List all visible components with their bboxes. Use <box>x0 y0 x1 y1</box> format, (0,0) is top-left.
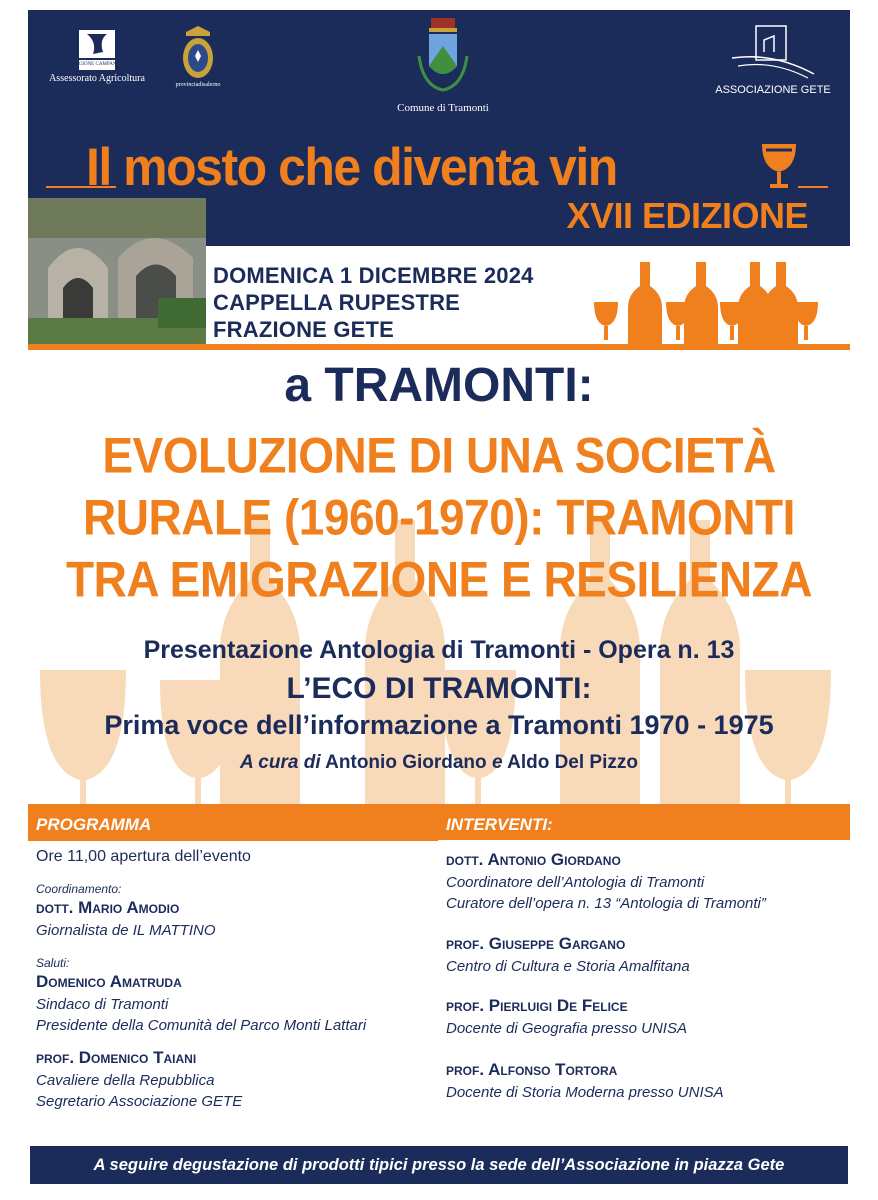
curator-1: Antonio Giordano <box>325 752 487 773</box>
logo-regione-text: REGIONE CAMPANIA <box>72 62 122 67</box>
headline-line-1: EVOLUZIONE DI UNA SOCIETÀ <box>102 426 776 484</box>
logo-provincia-label: provinciadisalerno <box>175 82 221 88</box>
third-name: prof. Domenico Taiani <box>36 1048 197 1067</box>
logo-regione-campania <box>42 28 152 84</box>
event-details <box>213 262 534 343</box>
event-date: DOMENICA 1 DICEMBRE 2024 <box>213 263 534 288</box>
chapel-photo <box>28 198 206 344</box>
saluti-name: Domenico Amatruda <box>36 972 182 991</box>
bottle-icon <box>628 262 662 344</box>
wine-glass-icon <box>760 142 798 192</box>
gete-logo-icon <box>728 22 818 82</box>
curated-prefix: A cura di <box>240 752 321 773</box>
logo-associazione-gete <box>708 22 838 96</box>
speaker-1-name: dott. Antonio Giordano <box>446 850 621 869</box>
speaker-1-role-2: Curatore dell’opera n. 13 “Antologia di Tramonti” <box>446 895 766 912</box>
headline-line-2: RURALE (1960-1970): TRAMONTI <box>83 488 795 546</box>
location-heading: a TRAMONTI: <box>284 359 594 412</box>
footer-banner: A seguire degustazione di prodotti tipici presso la sede dell’Associazione in piazza Gete <box>30 1146 848 1184</box>
speaker-1-role-1: Coordinatore dell’Antologia di Tramonti <box>446 874 705 891</box>
logo-provincia-salerno <box>168 24 228 88</box>
presentation-line: Presentazione Antologia di Tramonti - Opera n. 13 <box>143 636 735 664</box>
orange-divider <box>28 344 850 350</box>
third-role-2: Segretario Associazione GETE <box>36 1093 243 1110</box>
glass-stem <box>730 326 734 340</box>
edition-label: XVII EDIZIONE <box>566 195 808 236</box>
program-underline <box>28 840 438 841</box>
coord-name: dott. Mario Amodio <box>36 898 180 917</box>
provincia-crest-icon <box>178 24 218 82</box>
speaker-3-role-1: Docente di Geografia presso UNISA <box>446 1020 687 1037</box>
program-band <box>28 804 850 840</box>
bottles-glasses-illustration <box>590 258 822 344</box>
glass-stem <box>804 326 808 340</box>
comune-crest-icon <box>413 16 473 100</box>
speaker-2-name: prof. Giuseppe Gargano <box>446 934 626 953</box>
bottle-icon <box>764 262 798 344</box>
event-place: CAPPELLA RUPESTRE <box>213 290 461 315</box>
eco-subtitle: Prima voce dell’informazione a Tramonti 1970 - 1975 <box>104 710 774 740</box>
saluti-label: Saluti: <box>36 956 70 970</box>
coord-role: Giornalista de IL MATTINO <box>36 922 216 939</box>
speaker-2-role-1: Centro di Cultura e Storia Amalfitana <box>446 958 690 975</box>
saluti-role-2: Presidente della Comunità del Parco Monti Lattari <box>36 1017 367 1034</box>
speaker-4-name: prof. Alfonso Tortora <box>446 1060 618 1079</box>
coord-label: Coordinamento: <box>36 882 122 896</box>
eco-title: L’ECO DI TRAMONTI: <box>286 672 592 705</box>
program-opening: Ore 11,00 apertura dell’evento <box>36 848 251 865</box>
program-heading: PROGRAMMA <box>36 815 152 834</box>
logo-gete-label: ASSOCIAZIONE GETE <box>715 84 831 96</box>
cappella-rupestre-image <box>28 198 206 344</box>
glass-stem <box>676 326 680 340</box>
glass-stem <box>604 326 608 340</box>
event-frazione: FRAZIONE GETE <box>213 317 395 342</box>
glass-icon <box>594 302 618 326</box>
speaker-4-role-1: Docente di Storia Moderna presso UNISA <box>446 1084 724 1101</box>
curated-and: e <box>491 752 503 773</box>
speaker-3-name: prof. Pierluigi De Felice <box>446 996 628 1015</box>
headline-line-3: TRA EMIGRAZIONE E RESILIENZA <box>66 550 812 608</box>
curator-2: Aldo Del Pizzo <box>507 752 638 773</box>
interventi-heading: INTERVENTI: <box>446 815 553 834</box>
event-title: Il mosto che diventa vin <box>86 137 617 197</box>
third-role-1: Cavaliere della Repubblica <box>36 1072 215 1089</box>
regione-campania-icon <box>77 28 117 74</box>
bottle-icon <box>684 262 718 344</box>
logo-comune-tramonti <box>383 16 503 114</box>
saluti-role-1: Sindaco di Tramonti <box>36 996 169 1013</box>
logo-comune-label: Comune di Tramonti <box>397 102 489 114</box>
title-rule-right <box>798 186 828 188</box>
logo-regione-label: Assessorato Agricoltura <box>49 73 145 84</box>
curated-by <box>0 752 878 774</box>
